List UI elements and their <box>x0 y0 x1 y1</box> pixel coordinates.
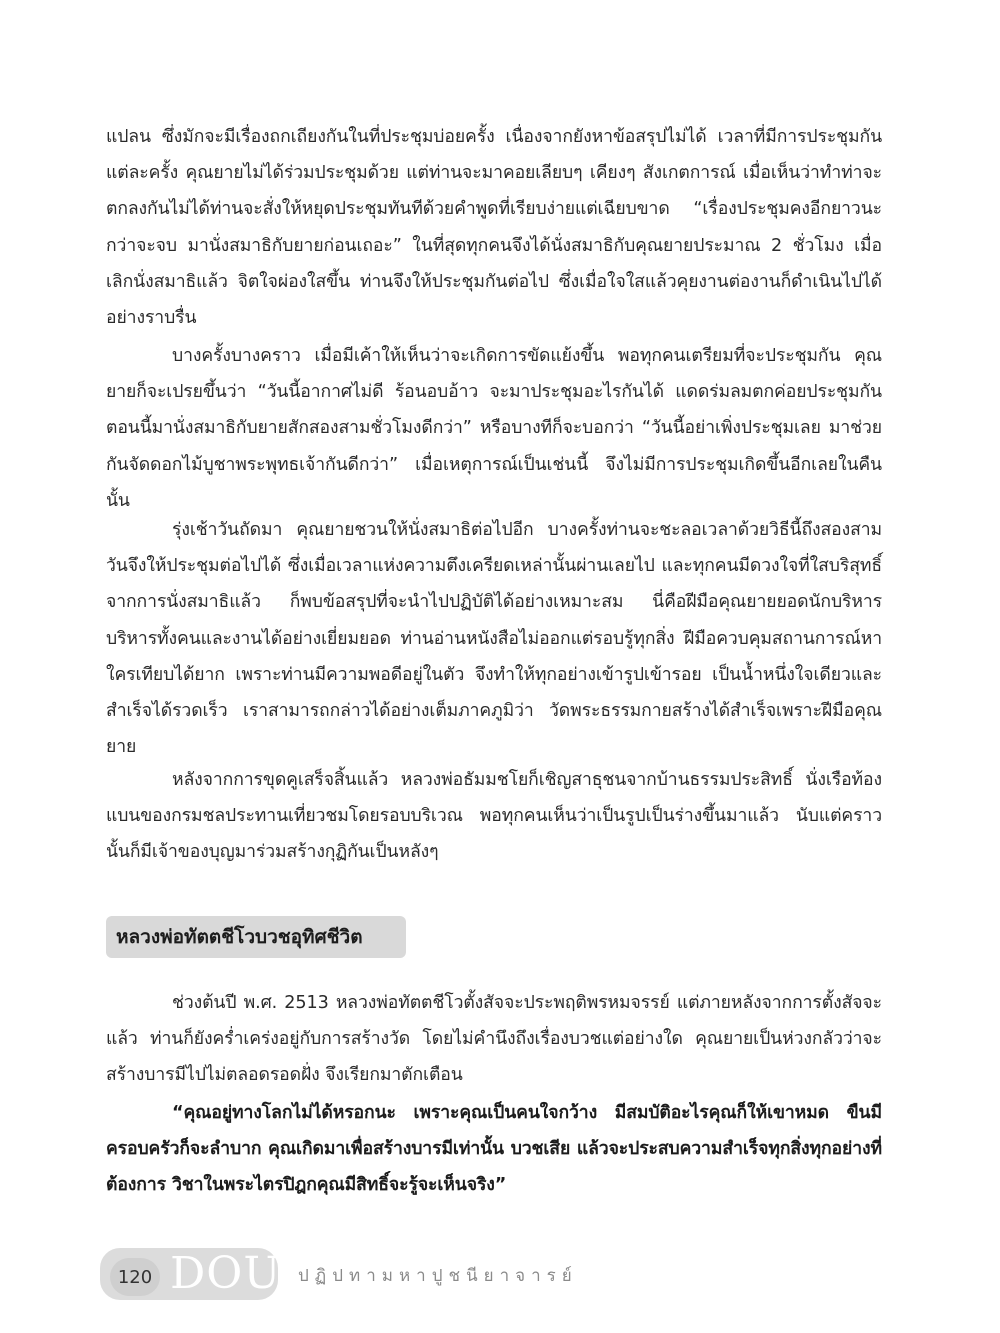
section-paragraph: ช่วงต้นปี พ.ศ. 2513 หลวงพ่อทัตตชีโวตั้งสัจจะประพฤติพรหมจรรย์ แต่ภายหลังจากการตั้งสัจจะแล้ว ท่านก็ยังคร่ำเคร่งอยู่กับการสร้างวัด โดยไม่คำนึงถึงเรื่องบวชแต่อย่างใด คุณยายเป็นห่วงกลัวว่าจะสร้างบารมีไปไม่ตลอดรอดฝั่ง จึงเรียกมาตักเตือน <box>106 993 882 1086</box>
body-paragraph-2: บางครั้งบางคราว เมื่อมีเค้าให้เห็นว่าจะเกิดการขัดแย้งขึ้น พอทุกคนเตรียมที่จะประชุมกัน คุณยายก็จะเปรยขึ้นว่า “วันนี้อากาศไม่ดี ร้อนอบอ้าว จะมาประชุมอะไรกันได้ แดดร่มลมตกค่อยประชุมกัน ตอนนี้มานั่งสมาธิกับยายสักสองสามชั่วโมงดีกว่า” หรือบางทีก็จะบอกว่า “วันนี้อย่าเพิ่งประชุมเลย มาช่วยกันจัดดอกไม้บูชาพระพุทธเจ้ากันดีกว่า” เมื่อเหตุการณ์เป็นเช่นนี้ จึงไม่มีการประชุมเกิดขึ้นอีกเลยในคืนนั้น <box>106 346 882 511</box>
footer-book-title: ปฏิปทามหาปูชนียาจารย์ <box>298 1266 578 1286</box>
quote-paragraph: “คุณอยู่ทางโลกไม่ได้หรอกนะ เพราะคุณเป็นคนใจกว้าง มีสมบัติอะไรคุณก็ให้เขาหมด ขืนมีครอบครัวก็จะลำบาก คุณเกิดมาเพื่อสร้างบารมีเท่านั้น บวชเสีย แล้วจะประสบความสำเร็จทุกสิ่งทุกอย่างที่ต้องการ วิชาในพระไตรปิฎกคุณมีสิทธิ์จะรู้จะเห็นจริง” <box>106 1103 882 1196</box>
body-paragraph-1: แปลน ซึ่งมักจะมีเรื่องถกเถียงกันในที่ประชุมบ่อยครั้ง เนื่องจากยังหาข้อสรุปไม่ได้ เวลาที่มีการประชุมกันแต่ละครั้ง คุณยายไม่ได้ร่วมประชุมด้วย แต่ท่านจะมาคอยเลียบๆ เคียงๆ สังเกตการณ์ เมื่อเห็นว่าทำท่าจะตกลงกันไม่ได้ท่านจะสั่งให้หยุดประชุมทันทีด้วยคำพูดที่เรียบง่ายแต่เฉียบขาด “เรื่องประชุมคงอีกยาวนะกว่าจะจบ มานั่งสมาธิกับยายก่อนเถอะ” ในที่สุดทุกคนจึงได้นั่งสมาธิกับคุณยายประมาณ 2 ชั่วโมง เมื่อเลิกนั่งสมาธิแล้ว จิตใจผ่องใสขึ้น ท่านจึงให้ประชุมกันต่อไป ซึ่งเมื่อใจใสแล้วคุยงานต่องานก็ดำเนินไปได้อย่างราบรื่น <box>106 127 882 329</box>
footer-logo: DOU <box>170 1247 282 1299</box>
page-number: 120 <box>110 1258 160 1296</box>
body-paragraph-3: รุ่งเช้าวันถัดมา คุณยายชวนให้นั่งสมาธิต่อไปอีก บางครั้งท่านจะชะลอเวลาด้วยวิธีนี้ถึงสองสามวันจึงให้ประชุมต่อไปได้ ซึ่งเมื่อเวลาแห่งความตึงเครียดเหล่านั้นผ่านเลยไป และทุกคนมีดวงใจที่ใสบริสุทธิ์จากการนั่งสมาธิแล้ว ก็พบข้อสรุปที่จะนำไปปฏิบัติได้อย่างเหมาะสม นี่คือฝีมือคุณยายยอดนักบริหาร บริหารทั้งคนและงานได้อย่างเยี่ยมยอด ท่านอ่านหนังสือไม่ออกแต่รอบรู้ทุกสิ่ง ฝีมือควบคุมสถานการณ์หาใครเทียบได้ยาก เพราะท่านมีความพอดีอยู่ในตัว จึงทำให้ทุกอย่างเข้ารูปเข้ารอย เป็นน้ำหนึ่งใจเดียวและสำเร็จได้รวดเร็ว เราสามารถกล่าวได้อย่างเต็มภาคภูมิว่า วัดพระธรรมกายสร้างได้สำเร็จเพราะฝีมือคุณยาย <box>106 520 882 758</box>
section-heading: หลวงพ่อทัตตชีโวบวชอุทิศชีวิต <box>106 916 406 958</box>
body-paragraph-4: หลังจากการขุดคูเสร็จสิ้นแล้ว หลวงพ่อธัมมชโยก็เชิญสาธุชนจากบ้านธรรมประสิทธิ์ นั่งเรือท้องแบนของกรมชลประทานเที่ยวชมโดยรอบบริเวณ พอทุกคนเห็นว่าเป็นรูปเป็นร่างขึ้นมาแล้ว นับแต่คราวนั้นก็มีเจ้าของบุญมาร่วมสร้างกุฏิกันเป็นหลังๆ <box>106 770 882 863</box>
